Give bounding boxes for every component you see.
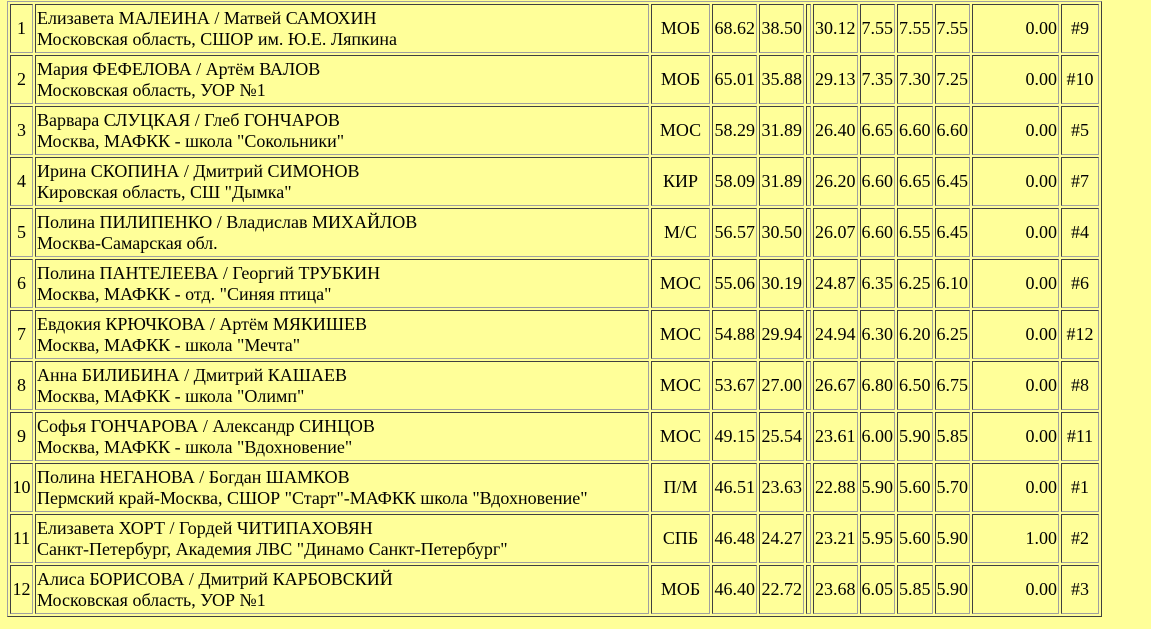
nation-cell: СПБ bbox=[651, 514, 710, 563]
pair-cell bbox=[35, 55, 649, 104]
deductions-cell: 0.00 bbox=[972, 157, 1059, 206]
spacer-cell bbox=[806, 310, 811, 359]
component-score-cell: 23.61 bbox=[813, 412, 858, 461]
nation-cell: М/С bbox=[651, 208, 710, 257]
component-1-cell: 6.65 bbox=[860, 106, 896, 155]
table-row bbox=[10, 4, 1099, 53]
component-1-cell: 6.05 bbox=[860, 565, 896, 614]
start-number-cell: #9 bbox=[1061, 4, 1099, 53]
component-1-cell: 5.95 bbox=[860, 514, 896, 563]
table-row bbox=[10, 565, 1099, 614]
pair-cell bbox=[35, 208, 649, 257]
component-3-cell: 6.45 bbox=[935, 208, 971, 257]
component-score-cell: 26.67 bbox=[813, 361, 858, 410]
start-number-cell: #5 bbox=[1061, 106, 1099, 155]
deductions-cell: 0.00 bbox=[972, 310, 1059, 359]
component-3-cell: 7.55 bbox=[935, 4, 971, 53]
pair-cell bbox=[35, 106, 649, 155]
component-score-cell: 30.12 bbox=[813, 4, 858, 53]
table-row bbox=[10, 463, 1099, 512]
rank-cell: 10 bbox=[10, 463, 33, 512]
component-3-cell: 5.90 bbox=[935, 565, 971, 614]
nation-cell: МОБ bbox=[651, 565, 710, 614]
nation-cell: МОБ bbox=[651, 55, 710, 104]
component-2-cell: 5.85 bbox=[897, 565, 933, 614]
nation-cell: МОС bbox=[651, 412, 710, 461]
pair-names: Полина ПИЛИПЕНКО / Владислав МИХАЙЛОВ bbox=[37, 211, 418, 232]
deductions-cell: 0.00 bbox=[972, 55, 1059, 104]
pair-cell bbox=[35, 4, 649, 53]
component-score-cell: 29.13 bbox=[813, 55, 858, 104]
pair-cell bbox=[35, 157, 649, 206]
nation-cell: П/М bbox=[651, 463, 710, 512]
element-score-cell: 24.27 bbox=[759, 514, 804, 563]
total-score-cell: 54.88 bbox=[712, 310, 757, 359]
pair-names: Варвара СЛУЦКАЯ / Глеб ГОНЧАРОВ bbox=[37, 109, 340, 130]
table-row bbox=[10, 157, 1099, 206]
pair-names: Елизавета ХОРТ / Гордей ЧИТИПАХОВЯН bbox=[37, 517, 373, 538]
component-score-cell: 22.88 bbox=[813, 463, 858, 512]
element-score-cell: 25.54 bbox=[759, 412, 804, 461]
total-score-cell: 58.29 bbox=[712, 106, 757, 155]
start-number-cell: #12 bbox=[1061, 310, 1099, 359]
table-row bbox=[10, 412, 1099, 461]
rank-cell: 2 bbox=[10, 55, 33, 104]
pair-names: Мария ФЕФЕЛОВА / Артём ВАЛОВ bbox=[37, 58, 321, 79]
component-score-cell: 24.87 bbox=[813, 259, 858, 308]
total-score-cell: 55.06 bbox=[712, 259, 757, 308]
pair-names: Полина НЕГАНОВА / Богдан ШАМКОВ bbox=[37, 466, 350, 487]
spacer-cell bbox=[806, 463, 811, 512]
table-row bbox=[10, 310, 1099, 359]
nation-cell: МОС bbox=[651, 361, 710, 410]
pair-cell bbox=[35, 310, 649, 359]
rank-cell: 9 bbox=[10, 412, 33, 461]
component-score-cell: 26.40 bbox=[813, 106, 858, 155]
club-name: Москва, МАФКК - школа "Олимп" bbox=[37, 385, 305, 406]
component-2-cell: 6.65 bbox=[897, 157, 933, 206]
component-1-cell: 7.55 bbox=[860, 4, 896, 53]
rank-cell: 5 bbox=[10, 208, 33, 257]
total-score-cell: 53.67 bbox=[712, 361, 757, 410]
total-score-cell: 49.15 bbox=[712, 412, 757, 461]
start-number-cell: #4 bbox=[1061, 208, 1099, 257]
pair-cell bbox=[35, 259, 649, 308]
rank-cell: 6 bbox=[10, 259, 33, 308]
total-score-cell: 46.40 bbox=[712, 565, 757, 614]
component-3-cell: 6.10 bbox=[935, 259, 971, 308]
spacer-cell bbox=[806, 4, 811, 53]
total-score-cell: 46.51 bbox=[712, 463, 757, 512]
club-name: Московская область, УОР №1 bbox=[37, 589, 266, 610]
deductions-cell: 0.00 bbox=[972, 208, 1059, 257]
deductions-cell: 0.00 bbox=[972, 463, 1059, 512]
rank-cell: 12 bbox=[10, 565, 33, 614]
club-name: Москва-Самарская обл. bbox=[37, 232, 218, 253]
rank-cell: 1 bbox=[10, 4, 33, 53]
element-score-cell: 22.72 bbox=[759, 565, 804, 614]
rank-cell: 11 bbox=[10, 514, 33, 563]
spacer-cell bbox=[806, 259, 811, 308]
element-score-cell: 38.50 bbox=[759, 4, 804, 53]
spacer-cell bbox=[806, 157, 811, 206]
club-name: Московская область, УОР №1 bbox=[37, 79, 266, 100]
rank-cell: 3 bbox=[10, 106, 33, 155]
component-3-cell: 5.90 bbox=[935, 514, 971, 563]
component-2-cell: 6.20 bbox=[897, 310, 933, 359]
component-3-cell: 6.75 bbox=[935, 361, 971, 410]
component-3-cell: 6.45 bbox=[935, 157, 971, 206]
component-2-cell: 5.60 bbox=[897, 463, 933, 512]
element-score-cell: 23.63 bbox=[759, 463, 804, 512]
nation-cell: МОС bbox=[651, 259, 710, 308]
start-number-cell: #3 bbox=[1061, 565, 1099, 614]
total-score-cell: 58.09 bbox=[712, 157, 757, 206]
nation-cell: МОС bbox=[651, 106, 710, 155]
table-row bbox=[10, 514, 1099, 563]
total-score-cell: 46.48 bbox=[712, 514, 757, 563]
component-3-cell: 5.85 bbox=[935, 412, 971, 461]
results-table bbox=[7, 1, 1102, 617]
element-score-cell: 31.89 bbox=[759, 106, 804, 155]
element-score-cell: 27.00 bbox=[759, 361, 804, 410]
deductions-cell: 0.00 bbox=[972, 412, 1059, 461]
club-name: Кировская область, СШ "Дымка" bbox=[37, 181, 292, 202]
start-number-cell: #10 bbox=[1061, 55, 1099, 104]
results-body bbox=[10, 4, 1099, 614]
component-2-cell: 5.90 bbox=[897, 412, 933, 461]
start-number-cell: #7 bbox=[1061, 157, 1099, 206]
deductions-cell: 0.00 bbox=[972, 361, 1059, 410]
pair-cell bbox=[35, 463, 649, 512]
nation-cell: КИР bbox=[651, 157, 710, 206]
club-name: Москва, МАФКК - школа "Мечта" bbox=[37, 334, 301, 355]
total-score-cell: 56.57 bbox=[712, 208, 757, 257]
spacer-cell bbox=[806, 361, 811, 410]
component-1-cell: 6.80 bbox=[860, 361, 896, 410]
club-name: Московская область, СШОР им. Ю.Е. Ляпкина bbox=[37, 28, 398, 49]
club-name: Санкт-Петербург, Академия ЛВС "Динамо Санкт-Петербург" bbox=[37, 538, 508, 559]
spacer-cell bbox=[806, 55, 811, 104]
component-3-cell: 6.60 bbox=[935, 106, 971, 155]
component-score-cell: 23.21 bbox=[813, 514, 858, 563]
pair-names: Евдокия КРЮЧКОВА / Артём МЯКИШЕВ bbox=[37, 313, 368, 334]
pair-cell bbox=[35, 514, 649, 563]
table-row bbox=[10, 106, 1099, 155]
start-number-cell: #6 bbox=[1061, 259, 1099, 308]
start-number-cell: #1 bbox=[1061, 463, 1099, 512]
pair-names: Софья ГОНЧАРОВА / Александр СИНЦОВ bbox=[37, 415, 375, 436]
nation-cell: МОБ bbox=[651, 4, 710, 53]
total-score-cell: 68.62 bbox=[712, 4, 757, 53]
table-row bbox=[10, 259, 1099, 308]
deductions-cell: 1.00 bbox=[972, 514, 1059, 563]
pair-names: Елизавета МАЛЕИНА / Матвей САМОХИН bbox=[37, 7, 377, 28]
spacer-cell bbox=[806, 106, 811, 155]
component-2-cell: 6.25 bbox=[897, 259, 933, 308]
deductions-cell: 0.00 bbox=[972, 565, 1059, 614]
club-name: Пермский край-Москва, СШОР "Старт"-МАФКК школа "Вдохновение" bbox=[37, 487, 588, 508]
component-2-cell: 7.55 bbox=[897, 4, 933, 53]
component-score-cell: 26.20 bbox=[813, 157, 858, 206]
element-score-cell: 29.94 bbox=[759, 310, 804, 359]
component-1-cell: 6.60 bbox=[860, 208, 896, 257]
component-3-cell: 7.25 bbox=[935, 55, 971, 104]
start-number-cell: #8 bbox=[1061, 361, 1099, 410]
start-number-cell: #2 bbox=[1061, 514, 1099, 563]
component-2-cell: 7.30 bbox=[897, 55, 933, 104]
table-row bbox=[10, 208, 1099, 257]
deductions-cell: 0.00 bbox=[972, 4, 1059, 53]
pair-names: Полина ПАНТЕЛЕЕВА / Георгий ТРУБКИН bbox=[37, 262, 381, 283]
pair-names: Анна БИЛИБИНА / Дмитрий КАШАЕВ bbox=[37, 364, 347, 385]
pair-cell bbox=[35, 412, 649, 461]
component-1-cell: 6.60 bbox=[860, 157, 896, 206]
component-score-cell: 26.07 bbox=[813, 208, 858, 257]
spacer-cell bbox=[806, 565, 811, 614]
start-number-cell: #11 bbox=[1061, 412, 1099, 461]
pair-names: Ирина СКОПИНА / Дмитрий СИМОНОВ bbox=[37, 160, 360, 181]
deductions-cell: 0.00 bbox=[972, 259, 1059, 308]
spacer-cell bbox=[806, 514, 811, 563]
component-2-cell: 5.60 bbox=[897, 514, 933, 563]
component-3-cell: 5.70 bbox=[935, 463, 971, 512]
deductions-cell: 0.00 bbox=[972, 106, 1059, 155]
component-1-cell: 6.35 bbox=[860, 259, 896, 308]
table-row bbox=[10, 361, 1099, 410]
element-score-cell: 30.19 bbox=[759, 259, 804, 308]
element-score-cell: 35.88 bbox=[759, 55, 804, 104]
club-name: Москва, МАФКК - школа "Вдохновение" bbox=[37, 436, 353, 457]
table-row bbox=[10, 55, 1099, 104]
element-score-cell: 31.89 bbox=[759, 157, 804, 206]
component-1-cell: 6.30 bbox=[860, 310, 896, 359]
club-name: Москва, МАФКК - отд. "Синяя птица" bbox=[37, 283, 332, 304]
component-1-cell: 7.35 bbox=[860, 55, 896, 104]
pair-names: Алиса БОРИСОВА / Дмитрий КАРБОВСКИЙ bbox=[37, 568, 393, 589]
rank-cell: 7 bbox=[10, 310, 33, 359]
pair-cell bbox=[35, 361, 649, 410]
total-score-cell: 65.01 bbox=[712, 55, 757, 104]
nation-cell: МОС bbox=[651, 310, 710, 359]
spacer-cell bbox=[806, 208, 811, 257]
component-2-cell: 6.60 bbox=[897, 106, 933, 155]
element-score-cell: 30.50 bbox=[759, 208, 804, 257]
component-3-cell: 6.25 bbox=[935, 310, 971, 359]
rank-cell: 4 bbox=[10, 157, 33, 206]
rank-cell: 8 bbox=[10, 361, 33, 410]
component-1-cell: 6.00 bbox=[860, 412, 896, 461]
component-score-cell: 23.68 bbox=[813, 565, 858, 614]
component-1-cell: 5.90 bbox=[860, 463, 896, 512]
pair-cell bbox=[35, 565, 649, 614]
component-2-cell: 6.50 bbox=[897, 361, 933, 410]
component-score-cell: 24.94 bbox=[813, 310, 858, 359]
spacer-cell bbox=[806, 412, 811, 461]
component-2-cell: 6.55 bbox=[897, 208, 933, 257]
club-name: Москва, МАФКК - школа "Сокольники" bbox=[37, 130, 345, 151]
